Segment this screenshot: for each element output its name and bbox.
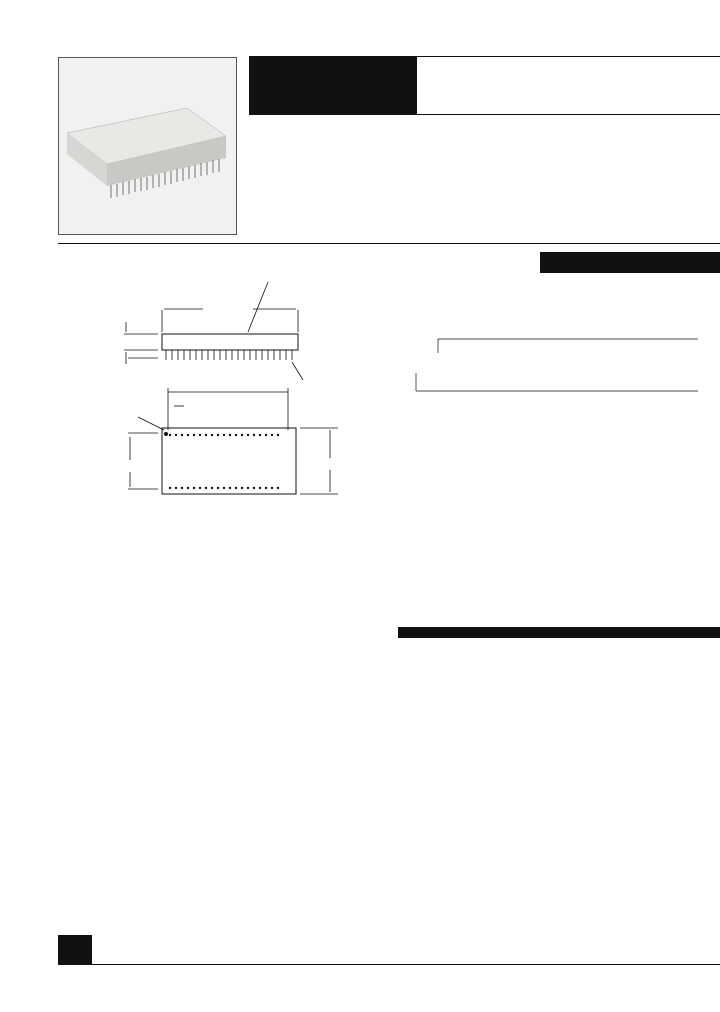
daico-logo-mark [58, 935, 92, 965]
col-units [628, 627, 674, 638]
section-divider [58, 243, 720, 244]
model-number-box [249, 57, 417, 114]
col-parameter [398, 627, 444, 638]
product-photo [58, 57, 237, 235]
col-typ [536, 627, 582, 638]
color-bead [164, 432, 168, 436]
outline-drawing [58, 262, 378, 532]
col-conditions [674, 627, 720, 638]
typical-performance-chart [58, 575, 368, 825]
col-sub [444, 627, 490, 638]
footer-rule [58, 964, 720, 965]
schematic-diagram [398, 325, 720, 547]
guaranteed-performance-table [398, 627, 720, 638]
table-header [398, 627, 720, 638]
col-max [582, 627, 628, 638]
col-min [490, 627, 536, 638]
dip-package-image [59, 58, 236, 234]
bit-count-bar [540, 252, 720, 273]
